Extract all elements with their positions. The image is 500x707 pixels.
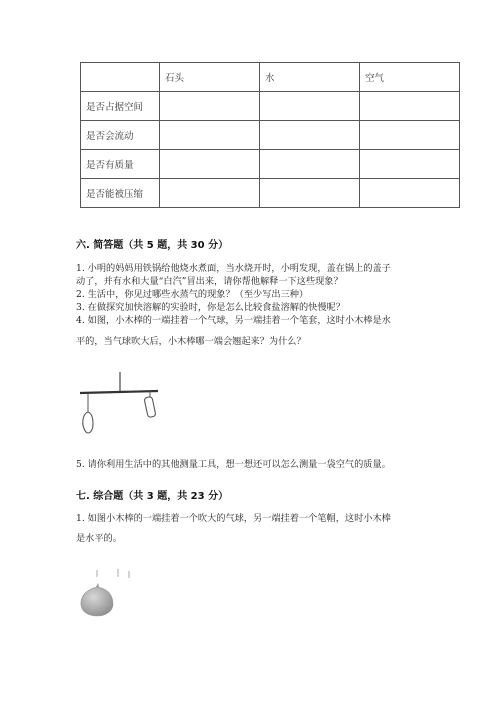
table-row: [81, 121, 460, 150]
answer-cell[interactable]: [160, 150, 260, 179]
balloon-icon: [83, 412, 93, 433]
question-6-1-line-2: 动了，并有水和大量“白汽”冒出来，请你帮他解释一下这些现象？: [76, 276, 343, 287]
balance-stick-figure: [76, 370, 166, 438]
answer-cell[interactable]: [360, 121, 460, 150]
table-row: [81, 179, 460, 208]
table-header-cell: 空气: [360, 63, 460, 92]
question-6-1-line-1: 1. 小明的妈妈用铁锅给他烧水煮面，当水烧开时，小明发现，盖在锅上的盖子: [76, 263, 391, 274]
question-6-2: 2. 生活中，你见过哪些水蒸气的现象？（至少写出三种）: [76, 289, 309, 300]
answer-cell[interactable]: [160, 121, 260, 150]
row-label: 是否占据空间: [81, 92, 160, 121]
table-row: [81, 150, 460, 179]
answer-cell[interactable]: [260, 92, 360, 121]
question-6-3: 3. 在做探究加快溶解的实验时，你是怎么比较食盐溶解的快慢呢？: [76, 302, 345, 313]
row-label: 是否能被压缩: [81, 179, 160, 208]
row-label: 是否会流动: [81, 121, 160, 150]
table-cell: [81, 63, 160, 92]
balloon-knot: [96, 583, 99, 587]
question-6-4-line-1: 4. 如图，小木棒的一端挂着一个气球，另一端挂着一个笔套，这时小木棒是水: [76, 315, 391, 326]
question-7-1-line-2: 是水平的。: [76, 533, 122, 544]
inflated-balloon-figure: [76, 565, 156, 620]
table-header-row: [81, 63, 460, 92]
answer-cell[interactable]: [160, 179, 260, 208]
balloon-icon: [81, 587, 113, 616]
table-header-cell: 水: [260, 63, 360, 92]
table-row: [81, 92, 460, 121]
question-6-4-line-2: 平的，当气球吹大后，小木棒哪一端会翘起来？为什么？: [76, 336, 306, 347]
properties-table: [80, 62, 460, 208]
question-6-5: 5. 请你利用生活中的其他测量工具，想一想还可以怎么测量一袋空气的质量。: [76, 459, 391, 470]
answer-cell[interactable]: [360, 92, 460, 121]
table-header-cell: 石头: [160, 63, 260, 92]
answer-cell[interactable]: [360, 150, 460, 179]
answer-cell[interactable]: [260, 179, 360, 208]
answer-cell[interactable]: [260, 150, 360, 179]
question-7-1-line-1: 1. 如图小木棒的一端挂着一个吹大的气球，另一端挂着一个笔帽，这时小木棒: [76, 513, 391, 524]
answer-cell[interactable]: [260, 121, 360, 150]
answer-cell[interactable]: [360, 179, 460, 208]
row-label: 是否有质量: [81, 150, 160, 179]
section-6-heading: 六. 简答题（共 5 题，共 30 分）: [76, 240, 229, 251]
wooden-stick: [80, 391, 158, 393]
answer-cell[interactable]: [160, 92, 260, 121]
pen-cap-icon: [144, 396, 156, 417]
section-7-heading: 七. 综合题（共 3 题，共 23 分）: [76, 491, 229, 502]
